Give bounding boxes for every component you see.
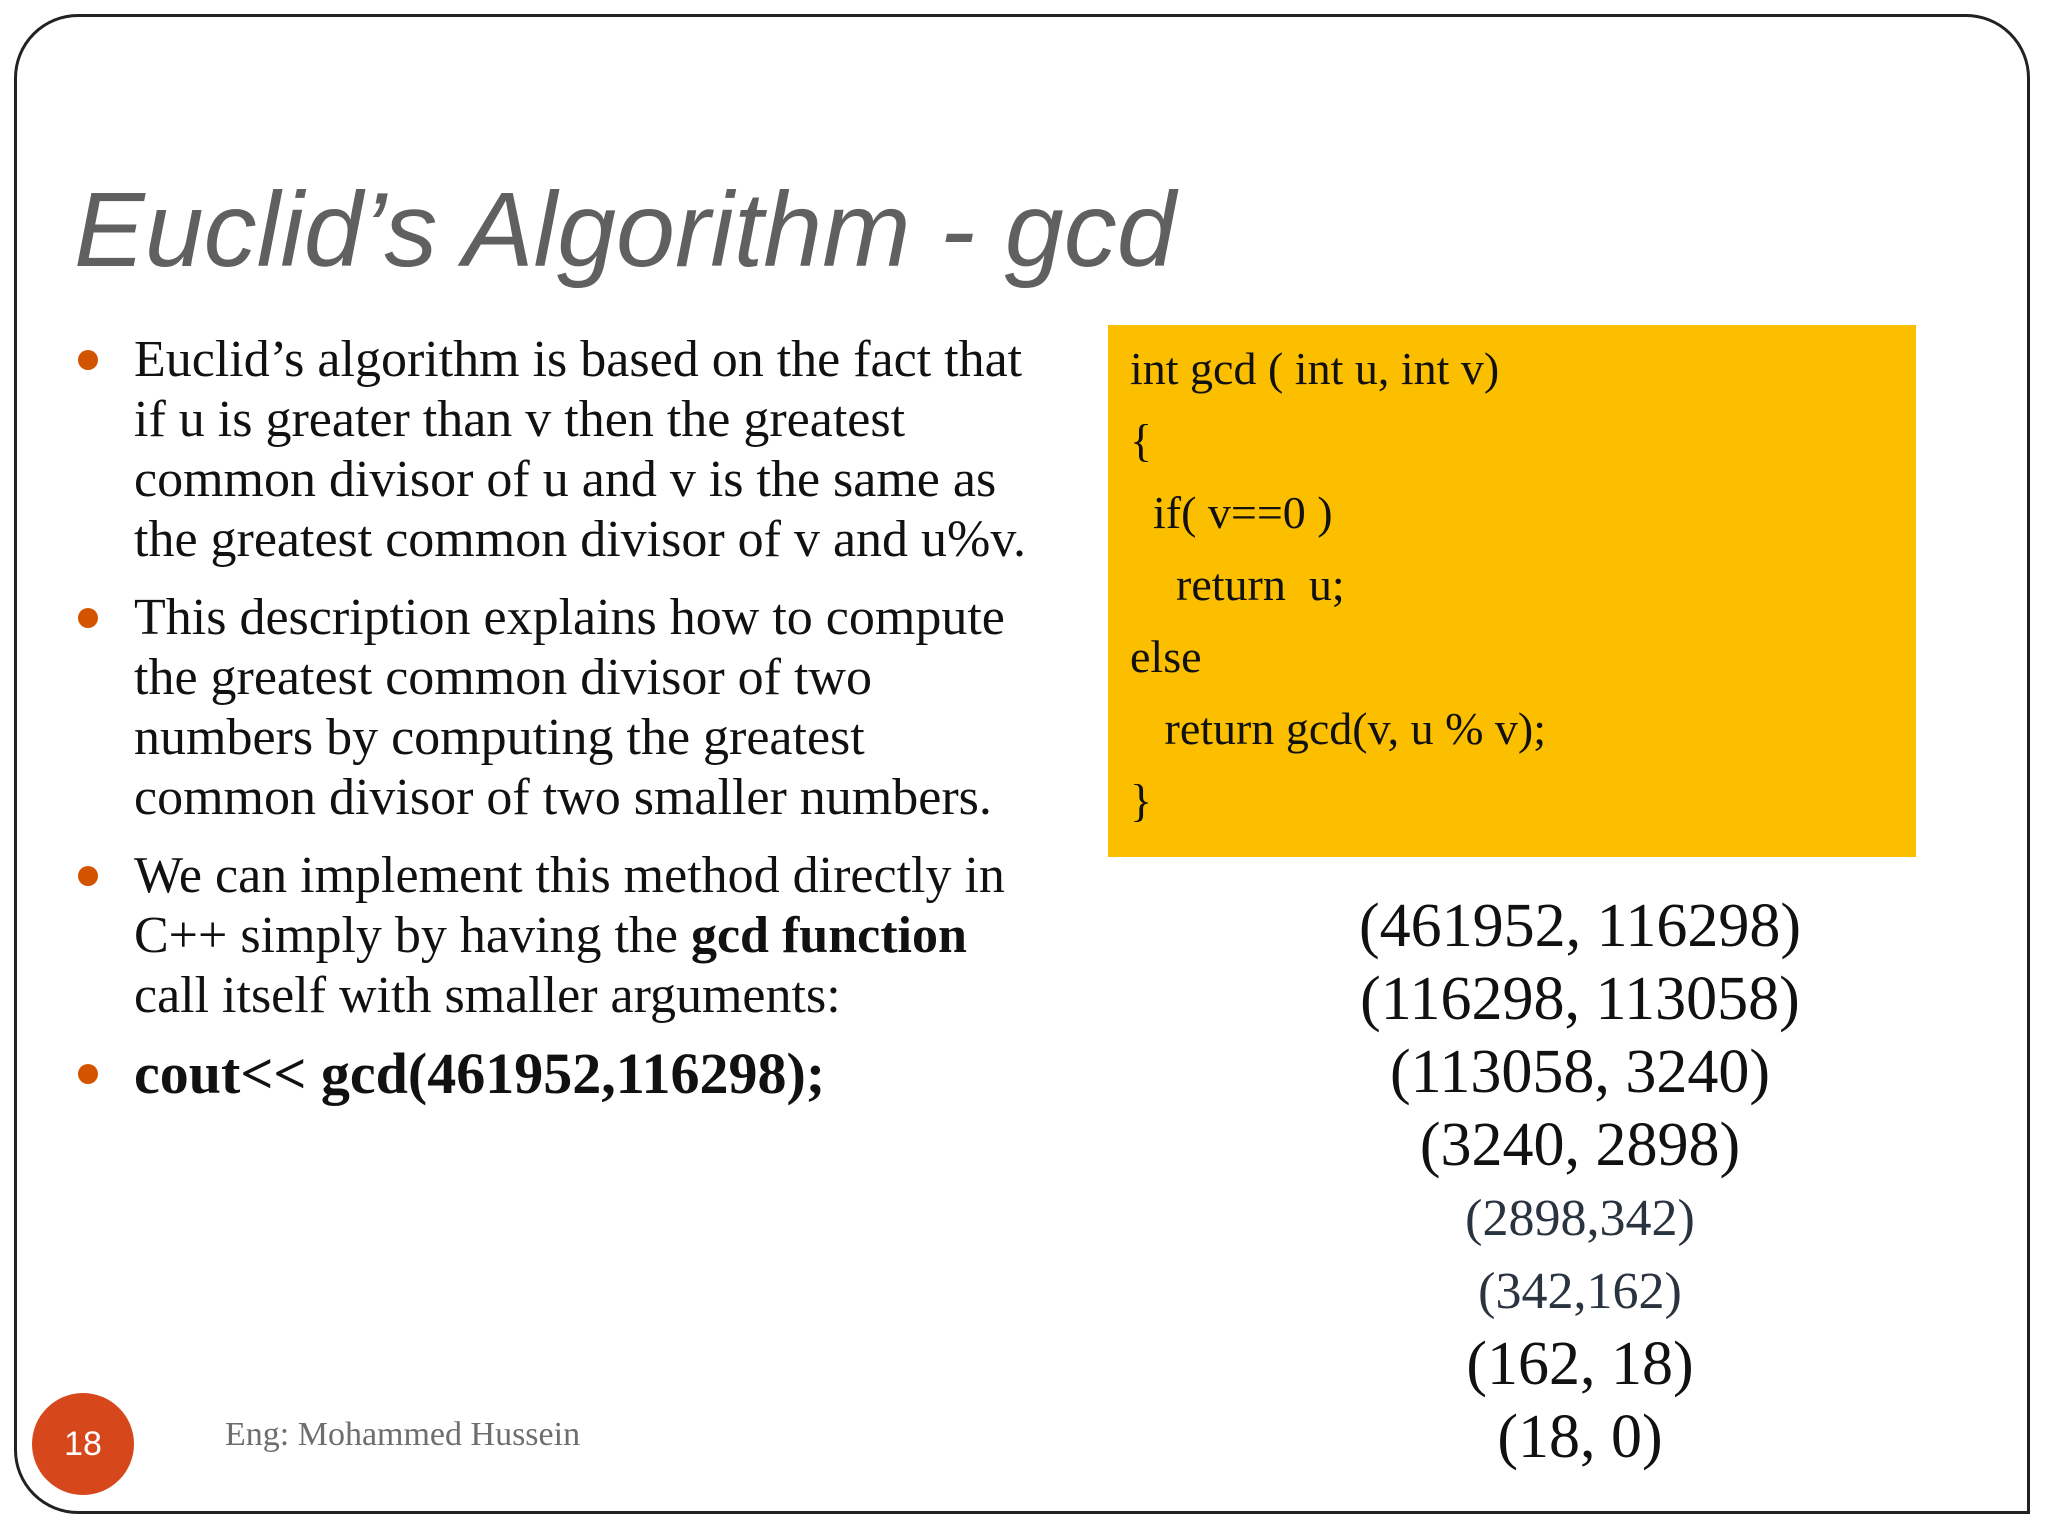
code-box	[1108, 325, 1916, 857]
gcd-pair: (18, 0)	[1497, 1403, 1663, 1471]
code-line: return u;	[1130, 559, 1345, 610]
page-number-badge: 18	[32, 1393, 134, 1495]
code-line: }	[1130, 775, 1153, 826]
bullet-item-code	[70, 1041, 1030, 1106]
gcd-pair: (461952, 116298)	[1359, 892, 1801, 960]
code-line: {	[1130, 415, 1153, 466]
bullet-text: Euclid’s algorithm is based on the fact that if u is greater than v then the greatest common divisor of u and v is the same as the greatest common divisor of v and u%v.	[134, 331, 1026, 568]
bullet-dot-icon	[78, 608, 98, 628]
bullet-list	[70, 330, 1030, 1122]
bullet-item	[70, 330, 1030, 570]
bullet-dot-icon	[78, 350, 98, 370]
bullet-text-before: We can implement this method directly in C++ simply by having the	[134, 847, 1005, 964]
bullet-text-bold: gcd function	[690, 907, 967, 964]
bullet-text: cout<< gcd(461952,116298);	[134, 1041, 826, 1106]
gcd-pair: (113058, 3240)	[1390, 1038, 1770, 1106]
bullet-item	[70, 588, 1030, 828]
code-line: int gcd ( int u, int v)	[1130, 343, 1500, 394]
footer-author: Eng: Mohammed Hussein	[225, 1416, 581, 1453]
code-line: if( v==0 )	[1130, 487, 1333, 538]
gcd-pair: (342,162)	[1478, 1263, 1682, 1320]
bullet-text-after: call itself with smaller arguments:	[134, 967, 841, 1024]
gcd-pair: (3240, 2898)	[1419, 1111, 1741, 1179]
bullet-text: This description explains how to compute the greatest common divisor of two numbers by computing the greatest common divisor of two smaller numbers.	[134, 589, 1005, 826]
gcd-pair: (2898,342)	[1465, 1190, 1695, 1247]
code-line: else	[1130, 631, 1202, 682]
bullet-dot-icon	[78, 1064, 98, 1084]
bullet-dot-icon	[78, 866, 98, 886]
gcd-trace	[1250, 890, 1910, 1474]
gcd-pair: (162, 18)	[1466, 1330, 1694, 1398]
bullet-item	[70, 846, 1030, 1026]
code-line: return gcd(v, u % v);	[1130, 703, 1546, 754]
gcd-pair: (116298, 113058)	[1360, 965, 1800, 1033]
slide-title: Euclid’s Algorithm - gcd	[74, 171, 1176, 289]
